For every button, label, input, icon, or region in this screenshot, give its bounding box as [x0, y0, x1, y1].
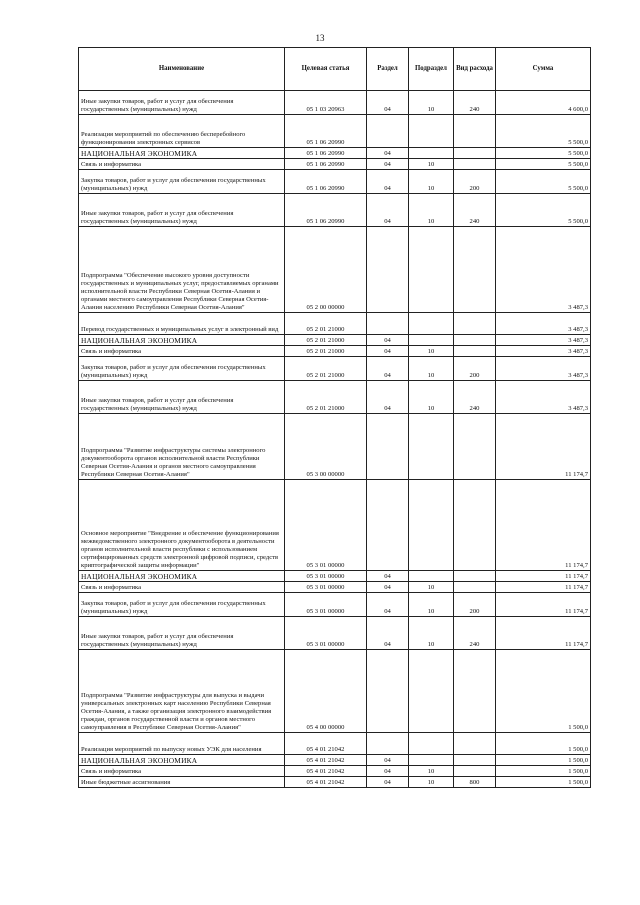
cell-type: 200 — [454, 357, 496, 381]
cell-sum: 3 487,3 — [496, 227, 591, 313]
cell-sum: 1 500,0 — [496, 755, 591, 766]
cell-type: 240 — [454, 91, 496, 115]
cell-type — [454, 335, 496, 346]
cell-name: Иные закупки товаров, работ и услуг для обеспечения государственных (муниципальных) нужд — [79, 381, 285, 414]
cell-type — [454, 766, 496, 777]
cell-name: НАЦИОНАЛЬНАЯ ЭКОНОМИКА — [79, 148, 285, 159]
cell-section: 04 — [367, 755, 409, 766]
cell-sum: 11 174,7 — [496, 617, 591, 650]
cell-subsection — [409, 650, 454, 733]
header-section: Раздел — [367, 48, 409, 91]
table-row — [79, 571, 591, 582]
cell-name: Иные закупки товаров, работ и услуг для обеспечения государственных (муниципальных) нужд — [79, 91, 285, 115]
cell-target: 05 3 01 00000 — [285, 582, 367, 593]
cell-target: 05 1 06 20990 — [285, 170, 367, 194]
cell-target: 05 3 01 00000 — [285, 593, 367, 617]
cell-target: 05 1 06 20990 — [285, 159, 367, 170]
cell-subsection: 10 — [409, 381, 454, 414]
table-row — [79, 617, 591, 650]
cell-subsection — [409, 115, 454, 148]
cell-sum: 11 174,7 — [496, 582, 591, 593]
table-row — [79, 194, 591, 227]
cell-subsection: 10 — [409, 617, 454, 650]
table-row — [79, 335, 591, 346]
cell-type — [454, 159, 496, 170]
cell-subsection — [409, 733, 454, 755]
cell-section: 04 — [367, 766, 409, 777]
cell-target: 05 2 01 21000 — [285, 357, 367, 381]
cell-sum: 3 487,3 — [496, 335, 591, 346]
table-row — [79, 777, 591, 788]
header-subsection: Подраздел — [409, 48, 454, 91]
cell-target: 05 3 01 00000 — [285, 571, 367, 582]
cell-sum: 3 487,3 — [496, 381, 591, 414]
cell-subsection: 10 — [409, 170, 454, 194]
cell-subsection: 10 — [409, 357, 454, 381]
table-row — [79, 346, 591, 357]
cell-target: 05 2 00 00000 — [285, 227, 367, 313]
cell-type — [454, 148, 496, 159]
cell-section: 04 — [367, 593, 409, 617]
cell-name: Связь и информатика — [79, 582, 285, 593]
cell-sum: 1 500,0 — [496, 650, 591, 733]
table-row — [79, 755, 591, 766]
cell-name: Связь и информатика — [79, 766, 285, 777]
table-row — [79, 115, 591, 148]
cell-subsection — [409, 414, 454, 480]
cell-sum: 3 487,3 — [496, 357, 591, 381]
cell-subsection — [409, 335, 454, 346]
cell-section: 04 — [367, 617, 409, 650]
cell-name: Подпрограмма "Развитие инфраструктуры для выпуска и выдачи универсальных электронных карт населению Республики Северная Осетия-Алания, а также организация электронного взаимодействия граждан, органов государственной власти и органов местного самоуправления в Республике Северная Осетия-Алания" — [79, 650, 285, 733]
table-row — [79, 381, 591, 414]
cell-type — [454, 227, 496, 313]
table-row — [79, 480, 591, 571]
cell-subsection — [409, 227, 454, 313]
cell-name: Реализация мероприятий по выпуску новых УЭК для населения — [79, 733, 285, 755]
table-row — [79, 582, 591, 593]
cell-type — [454, 346, 496, 357]
cell-name: Подпрограмма "Обеспечение высокого уровня доступности государственных и муниципальных услуг, предоставляемых органами исполнительной власти Республики Северная Осетия-Алания и органами местного самоуправления Республики Северная Осетия-Алания населению Республики Северная Осетия-Алания" — [79, 227, 285, 313]
cell-target: 05 4 01 21042 — [285, 755, 367, 766]
table-row — [79, 414, 591, 480]
cell-type — [454, 571, 496, 582]
cell-section — [367, 115, 409, 148]
cell-sum: 3 487,3 — [496, 346, 591, 357]
cell-section: 04 — [367, 91, 409, 115]
cell-type — [454, 115, 496, 148]
cell-type: 240 — [454, 194, 496, 227]
cell-section — [367, 227, 409, 313]
cell-type — [454, 313, 496, 335]
cell-sum: 5 500,0 — [496, 148, 591, 159]
cell-target: 05 3 01 00000 — [285, 480, 367, 571]
cell-section: 04 — [367, 159, 409, 170]
cell-type — [454, 480, 496, 571]
cell-subsection — [409, 755, 454, 766]
cell-name: НАЦИОНАЛЬНАЯ ЭКОНОМИКА — [79, 571, 285, 582]
header-sum: Сумма — [496, 48, 591, 91]
cell-sum: 5 500,0 — [496, 115, 591, 148]
cell-subsection: 10 — [409, 91, 454, 115]
cell-section: 04 — [367, 777, 409, 788]
cell-sum: 1 500,0 — [496, 777, 591, 788]
cell-target: 05 1 03 20963 — [285, 91, 367, 115]
header-expense-type: Вид расхода — [454, 48, 496, 91]
table-body — [79, 91, 591, 788]
cell-sum: 1 500,0 — [496, 766, 591, 777]
cell-subsection: 10 — [409, 346, 454, 357]
cell-sum: 5 500,0 — [496, 159, 591, 170]
cell-name: НАЦИОНАЛЬНАЯ ЭКОНОМИКА — [79, 335, 285, 346]
cell-section — [367, 414, 409, 480]
cell-name: Закупка товаров, работ и услуг для обеспечения государственных (муниципальных) нужд — [79, 357, 285, 381]
cell-target: 05 4 00 00000 — [285, 650, 367, 733]
cell-section: 04 — [367, 381, 409, 414]
cell-sum: 11 174,7 — [496, 480, 591, 571]
cell-sum: 11 174,7 — [496, 593, 591, 617]
cell-section — [367, 313, 409, 335]
cell-section: 04 — [367, 335, 409, 346]
cell-target: 05 1 06 20990 — [285, 148, 367, 159]
table-header-row — [79, 48, 591, 91]
cell-subsection: 10 — [409, 777, 454, 788]
cell-sum: 11 174,7 — [496, 571, 591, 582]
table-row — [79, 91, 591, 115]
cell-type: 200 — [454, 593, 496, 617]
cell-section — [367, 733, 409, 755]
cell-type: 240 — [454, 381, 496, 414]
table-row — [79, 766, 591, 777]
cell-section: 04 — [367, 346, 409, 357]
cell-target: 05 2 01 21000 — [285, 335, 367, 346]
cell-subsection — [409, 571, 454, 582]
table-row — [79, 227, 591, 313]
table-row — [79, 148, 591, 159]
cell-target: 05 4 01 21042 — [285, 777, 367, 788]
cell-name: Связь и информатика — [79, 346, 285, 357]
header-name: Наименование — [79, 48, 285, 91]
cell-sum: 5 500,0 — [496, 170, 591, 194]
cell-section: 04 — [367, 582, 409, 593]
table-row — [79, 357, 591, 381]
cell-section: 04 — [367, 571, 409, 582]
cell-target: 05 1 06 20990 — [285, 194, 367, 227]
cell-type: 200 — [454, 170, 496, 194]
cell-type — [454, 582, 496, 593]
table-row — [79, 313, 591, 335]
page-number: 13 — [315, 33, 325, 43]
budget-table — [78, 47, 591, 788]
cell-target: 05 2 01 21000 — [285, 313, 367, 335]
table-row — [79, 650, 591, 733]
cell-section: 04 — [367, 194, 409, 227]
cell-type — [454, 650, 496, 733]
cell-target: 05 4 01 21042 — [285, 766, 367, 777]
cell-section: 04 — [367, 357, 409, 381]
cell-section — [367, 650, 409, 733]
cell-name: Реализация мероприятий по обеспечению бесперебойного функционирования электронных сервисов — [79, 115, 285, 148]
cell-target: 05 2 01 21000 — [285, 346, 367, 357]
cell-type — [454, 733, 496, 755]
table-row — [79, 593, 591, 617]
cell-subsection: 10 — [409, 194, 454, 227]
cell-subsection: 10 — [409, 582, 454, 593]
cell-target: 05 3 00 00000 — [285, 414, 367, 480]
cell-sum: 4 600,0 — [496, 91, 591, 115]
cell-target: 05 1 06 20990 — [285, 115, 367, 148]
cell-name: Перевод государственных и муниципальных услуг в электронный вид — [79, 313, 285, 335]
cell-type — [454, 414, 496, 480]
cell-sum: 5 500,0 — [496, 194, 591, 227]
table-row — [79, 170, 591, 194]
cell-subsection — [409, 148, 454, 159]
cell-subsection: 10 — [409, 159, 454, 170]
cell-sum: 1 500,0 — [496, 733, 591, 755]
cell-name: Закупка товаров, работ и услуг для обеспечения государственных (муниципальных) нужд — [79, 593, 285, 617]
cell-section: 04 — [367, 170, 409, 194]
cell-name: Основное мероприятие "Внедрение и обеспечение функционирования межведомственного электронного документооборота в деятельности органов исполнительной власти республики с использованием сертифицированных средств электронной цифровой подписи, средств криптографической защиты информации" — [79, 480, 285, 571]
cell-name: Иные бюджетные ассигнования — [79, 777, 285, 788]
cell-sum: 11 174,7 — [496, 414, 591, 480]
cell-subsection: 10 — [409, 593, 454, 617]
cell-subsection — [409, 480, 454, 571]
cell-type — [454, 755, 496, 766]
cell-type: 240 — [454, 617, 496, 650]
cell-subsection — [409, 313, 454, 335]
cell-name: Иные закупки товаров, работ и услуг для обеспечения государственных (муниципальных) нужд — [79, 617, 285, 650]
cell-type: 800 — [454, 777, 496, 788]
cell-name: НАЦИОНАЛЬНАЯ ЭКОНОМИКА — [79, 755, 285, 766]
cell-section — [367, 480, 409, 571]
table-row — [79, 733, 591, 755]
cell-sum: 3 487,3 — [496, 313, 591, 335]
cell-target: 05 3 01 00000 — [285, 617, 367, 650]
cell-target: 05 2 01 21000 — [285, 381, 367, 414]
cell-section: 04 — [367, 148, 409, 159]
cell-target: 05 4 01 21042 — [285, 733, 367, 755]
cell-name: Подпрограмма "Развитие инфраструктуры системы электронного документооборота органов исполнительной власти Республики Северная Осетия-Алания и органов местного самоуправления Республики Северная Осетия-Алания" — [79, 414, 285, 480]
table-row — [79, 159, 591, 170]
cell-name: Закупка товаров, работ и услуг для обеспечения государственных (муниципальных) нужд — [79, 170, 285, 194]
cell-name: Связь и информатика — [79, 159, 285, 170]
header-target: Целевая статья — [285, 48, 367, 91]
cell-subsection: 10 — [409, 766, 454, 777]
cell-name: Иные закупки товаров, работ и услуг для обеспечения государственных (муниципальных) нужд — [79, 194, 285, 227]
